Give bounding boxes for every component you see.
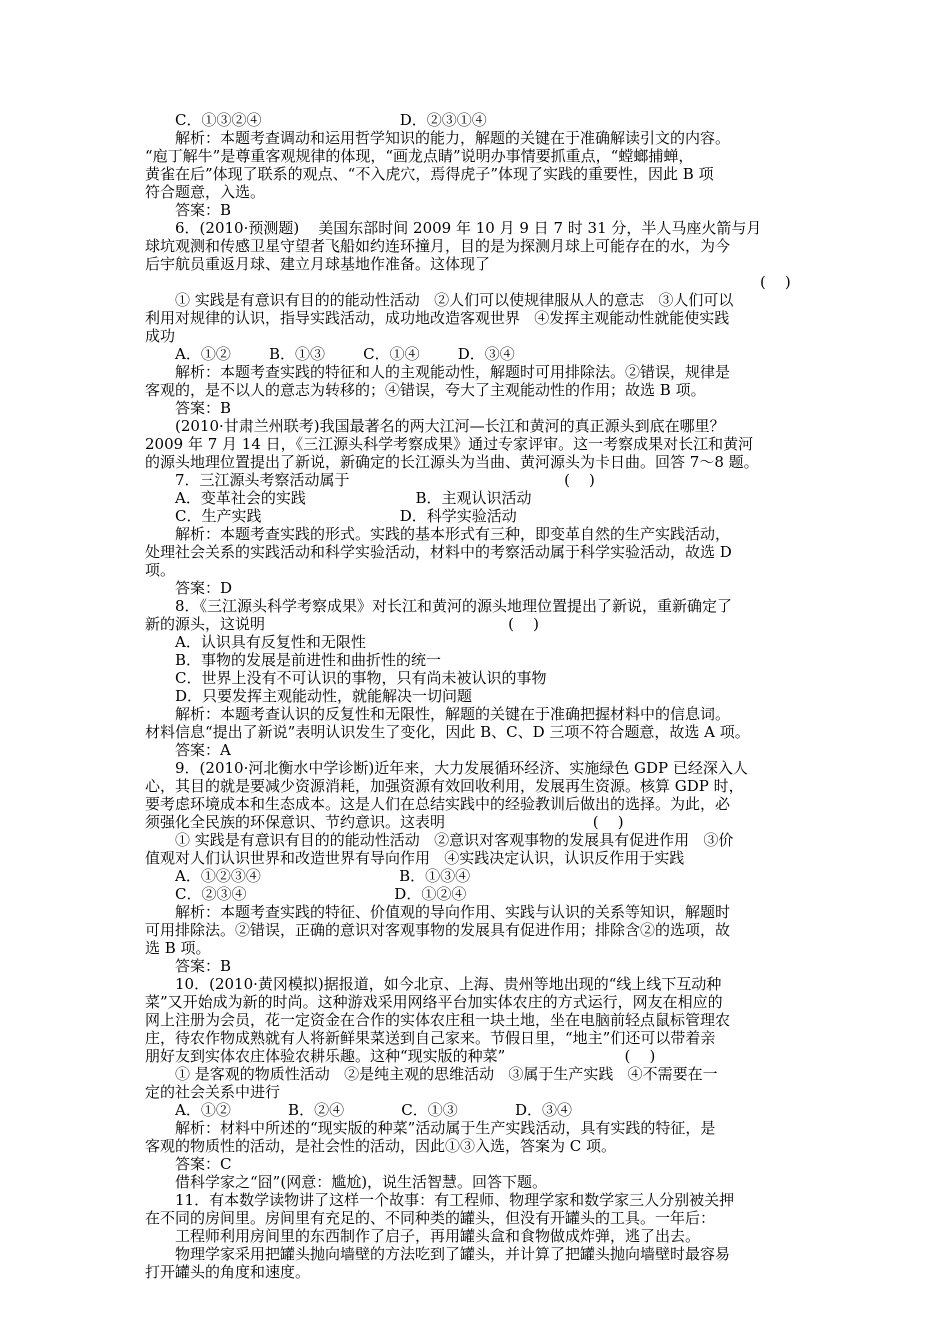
text-line: C．①③②④ D．②③①④ bbox=[175, 111, 487, 129]
text-line: 答案：B bbox=[175, 201, 232, 219]
text-line: 项。 bbox=[145, 561, 176, 579]
text-line: 答案：C bbox=[175, 1155, 232, 1173]
text-line: 庄，待农作物成熟就有人将新鲜果菜送到自己家来。节假日里，“地主”们还可以带着亲 bbox=[145, 1029, 716, 1047]
text-line: 答案：D bbox=[175, 579, 233, 597]
text-line: 工程师利用房间里的东西制作了启子，再用罐头盒和食物做成炸弹，逃了出去。 bbox=[175, 1227, 701, 1245]
text-line: 心，其目的就是要减少资源消耗，加强资源有效回收利用，发展再生资源。核算 GDP 时， bbox=[145, 777, 744, 795]
text-line: 符合题意，入选。 bbox=[145, 183, 266, 201]
text-line: 须强化全民族的环保意识、节约意识。这表明 ( ) bbox=[145, 813, 624, 831]
text-line: A．变革社会的实践 B．主观认识活动 bbox=[175, 489, 532, 507]
text-line: 客观的物质性的活动，是社会性的活动，因此①③入选，答案为 C 项。 bbox=[145, 1137, 617, 1155]
text-line: 菜”又开始成为新的时尚。这种游戏采用网络平台加实体农庄的方式运行，网友在相应的 bbox=[145, 993, 723, 1011]
text-line: 在不同的房间里。房间里有充足的、不同种类的罐头，但没有开罐头的工具。一年后： bbox=[145, 1209, 716, 1227]
text-line: 答案：B bbox=[175, 957, 232, 975]
text-line: 11．有本数学读物讲了这样一个故事：有工程师、物理学家和数学家三人分别被关押 bbox=[175, 1191, 735, 1209]
text-line: C．②③④ D．①②④ bbox=[175, 885, 467, 903]
text-line: 解析：本题考查实践的特征、价值观的导向作用、实践与认识的关系等知识，解题时 bbox=[175, 903, 731, 921]
text-line: A．①② B．①③ C．①④ D．③④ bbox=[175, 345, 515, 363]
text-line: D．只要发挥主观能动性，就能解决一切问题 bbox=[175, 687, 473, 705]
text-line: 新的源头，这说明 ( ) bbox=[145, 615, 539, 633]
text-line: 答案：B bbox=[175, 399, 232, 417]
text-line: A．①②③④ B．①③④ bbox=[175, 867, 471, 885]
text-line: 借科学家之“囧”(网意：尴尬)，说生活智慧。回答下题。 bbox=[175, 1173, 548, 1191]
text-line: ① 是客观的物质性活动 ②是纯主观的思维活动 ③属于生产实践 ④不需要在一 bbox=[175, 1065, 718, 1083]
text-line: ① 实践是有意识有目的的能动性活动 ②意识对客观事物的发展具有促进作用 ③价 bbox=[175, 831, 734, 849]
text-line: 材料信息“提出了新说”表明认识发生了变化，因此 B、C、D 三项不符合题意，故选 A 项。 bbox=[145, 723, 750, 741]
text-line: 值观对人们认识世界和改造世界有导向作用 ④实践决定认识，认识反作用于实践 bbox=[145, 849, 685, 867]
text-line: 10．(2010·黄冈模拟)据报道，如今北京、上海、贵州等地出现的“线上线下互动种 bbox=[175, 975, 722, 993]
text-line: 打开罐头的角度和速度。 bbox=[145, 1263, 311, 1281]
text-line: 解析：本题考查认识的反复性和无限性，解题的关键在于准确把握材料中的信息词。 bbox=[175, 705, 731, 723]
text-line: ( ) bbox=[760, 273, 791, 291]
text-line: 选 B 项。 bbox=[145, 939, 211, 957]
text-line: A．①② B．②④ C．①③ D．③④ bbox=[175, 1101, 573, 1119]
text-line: (2010·甘肃兰州联考)我国最著名的两大江河—长江和黄河的真正源头到底在哪里？ bbox=[175, 417, 725, 435]
text-line: 解析：材料中所述的“现实版的种菜”活动属于生产实践活动，具有实践的特征，是 bbox=[175, 1119, 716, 1137]
text-line: 解析：本题考查实践的形式。实践的基本形式有三种，即变革自然的生产实践活动， bbox=[175, 525, 731, 543]
text-line: 后宇航员重返月球、建立月球基地作准备。这体现了 bbox=[145, 255, 491, 273]
text-line: B．事物的发展是前进性和曲折性的统一 bbox=[175, 651, 442, 669]
text-line: 解析：本题考查调动和运用哲学知识的能力，解题的关键在于准确解读引文的内容。 bbox=[175, 129, 731, 147]
text-line: 9．(2010·河北衡水中学诊断)近年来，大力发展循环经济、实施绿色 GDP 已经深入人 bbox=[175, 759, 748, 777]
text-line: 处理社会关系的实践活动和科学实验活动，材料中的考察活动属于科学实验活动，故选 D bbox=[145, 543, 732, 561]
text-line: 利用对规律的认识，指导实践活动，成功地改造客观世界 ④发挥主观能动性就能使实践 bbox=[145, 309, 730, 327]
text-line: C．生产实践 D．科学实验活动 bbox=[175, 507, 517, 525]
text-line: 可用排除法。②错误，正确的意识对客观事物的发展具有促进作用；排除含②的选项，故 bbox=[145, 921, 731, 939]
text-line: 答案：A bbox=[175, 741, 231, 759]
text-line: C．世界上没有不可认识的事物，只有尚未被认识的事物 bbox=[175, 669, 547, 687]
text-line: A．认识具有反复性和无限性 bbox=[175, 633, 366, 651]
text-line: 6．(2010·预测题) 美国东部时间 2009 年 10 月 9 日 7 时 31 分，半人马座火箭与月 bbox=[175, 219, 762, 237]
text-line: 7．三江源头考察活动属于 ( ) bbox=[175, 471, 595, 489]
text-line: 2009 年 7 月 14 日，《三江源头科学考察成果》通过专家评审。这一考察成果对长江和黄河 bbox=[145, 435, 754, 453]
text-line: ① 实践是有意识有目的的能动性活动 ②人们可以使规律服从人的意志 ③人们可以 bbox=[175, 291, 734, 309]
text-line: 8．《三江源头科学考察成果》对长江和黄河的源头地理位置提出了新说，重新确定了 bbox=[175, 597, 733, 615]
text-line: 球坑观测和传感卫星守望者飞船如约连环撞月，目的是为探测月球上可能存在的水，为今 bbox=[145, 237, 731, 255]
text-line: 解析：本题考查实践的特征和人的主观能动性，解题时可用排除法。②错误，规律是 bbox=[175, 363, 731, 381]
text-line: 客观的，是不以人的意志为转移的；④错误，夸大了主观能动性的作用；故选 B 项。 bbox=[145, 381, 706, 399]
text-line: 朋好友到实体农庄体验农耕乐趣。这种“现实版的种菜” ( ) bbox=[145, 1047, 656, 1065]
text-line: 成功 bbox=[145, 327, 176, 345]
text-line: 物理学家采用把罐头抛向墙壁的方法吃到了罐头，并计算了把罐头抛向墙壁时最容易 bbox=[175, 1245, 731, 1263]
text-line: 的源头地理位置提出了新说，新确定的长江源头为当曲、黄河源头为卡日曲。回答 7～8 题。 bbox=[145, 453, 759, 471]
text-line: 网上注册为会员，花一定资金在合作的实体农庄租一块土地，坐在电脑前轻点鼠标管理农 bbox=[145, 1011, 731, 1029]
text-line: “庖丁解牛”是尊重客观规律的体现，“画龙点睛”说明办事情要抓重点，“螳螂捕蝉， bbox=[145, 147, 694, 165]
text-line: 要考虑环境成本和生态成本。这是人们在总结实践中的经验教训后做出的选择。为此，必 bbox=[145, 795, 731, 813]
text-line: 定的社会关系中进行 bbox=[145, 1083, 281, 1101]
text-line: 黄雀在后”体现了联系的观点、“不入虎穴，焉得虎子”体现了实践的重要性，因此 B 项 bbox=[145, 165, 714, 183]
